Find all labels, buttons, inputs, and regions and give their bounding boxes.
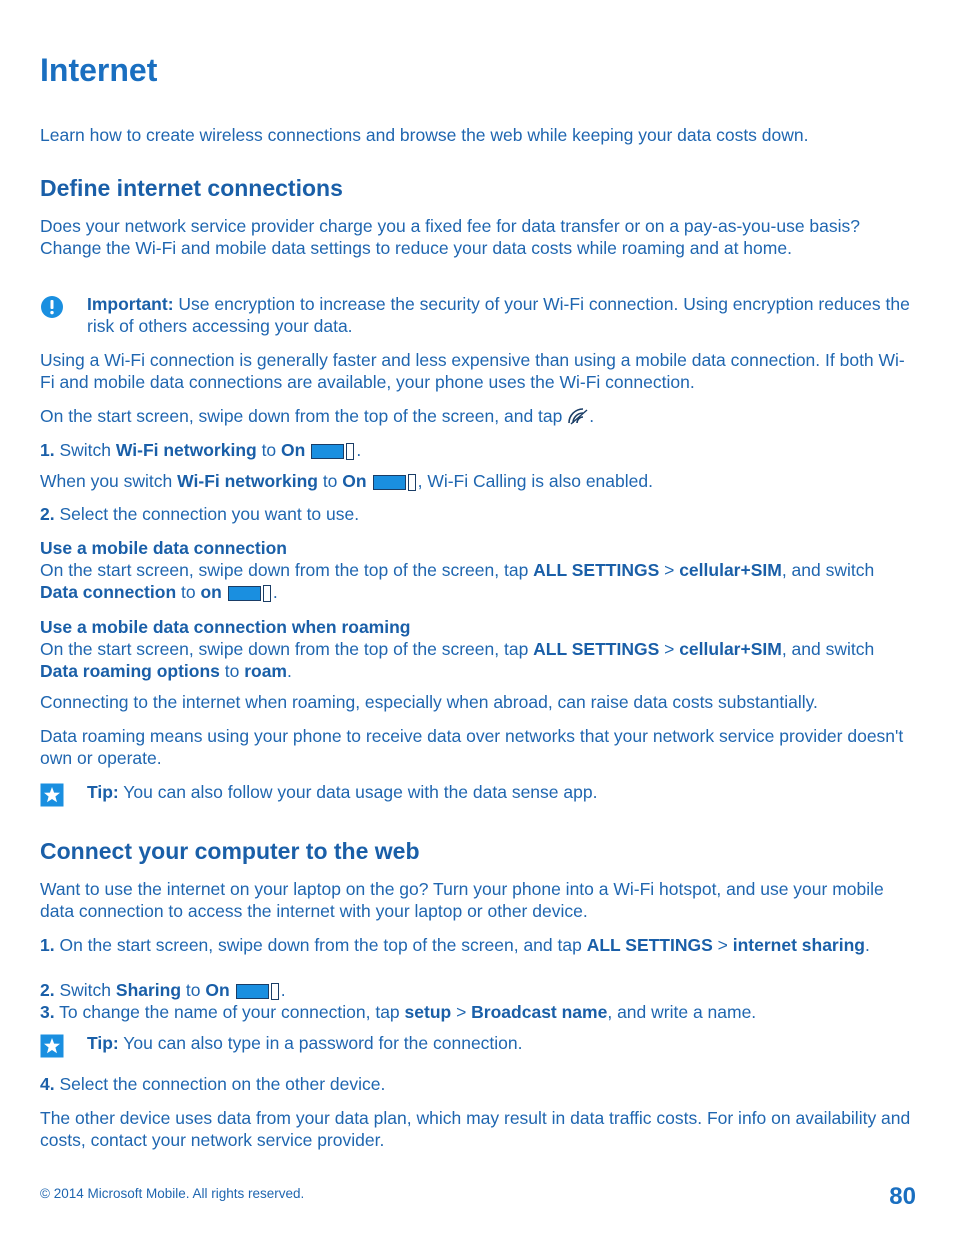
toggle-on-icon xyxy=(228,586,272,601)
page-title: Internet xyxy=(40,52,158,88)
wifi-icon xyxy=(567,407,589,425)
step-text: , and write a name. xyxy=(607,1002,757,1022)
step-text: . xyxy=(356,440,362,460)
tip-text: You can also type in a password for the connection. xyxy=(118,1033,523,1053)
tip-label: Tip: xyxy=(87,782,119,802)
step-2-sharing xyxy=(40,979,916,1001)
important-note xyxy=(87,293,916,337)
intro-text: Learn how to create wireless connections and browse the web while keeping your data costs down. xyxy=(40,125,809,145)
note-text: , Wi-Fi Calling is also enabled. xyxy=(417,471,653,491)
tip-data-sense xyxy=(87,781,916,803)
instr-text: > xyxy=(659,639,680,659)
copyright: © 2014 Microsoft Mobile. All rights reserved. xyxy=(40,1186,305,1201)
data-plan-paragraph: The other device uses data from your data plan, which may result in data traffic costs. For info on availability and costs, contact your network service provider. xyxy=(40,1108,911,1150)
section-heading-define: Define internet connections xyxy=(40,175,343,201)
tip-label: Tip: xyxy=(87,1033,119,1053)
internet-sharing-label: internet sharing xyxy=(732,935,865,955)
tip-password xyxy=(87,1032,916,1054)
cellular-sim-label: cellular+SIM xyxy=(679,560,782,580)
important-label: Important: xyxy=(87,294,174,314)
setup-label: setup xyxy=(404,1002,452,1022)
wifi-paragraph: Using a Wi-Fi connection is generally faster and less expensive than using a mobile data connection. If both Wi-Fi and mobile data connections are available, your phone uses the Wi-Fi connection. xyxy=(40,350,905,392)
step-number: 1. xyxy=(40,440,55,460)
all-settings-label: ALL SETTINGS xyxy=(586,935,713,955)
note-text: When you switch xyxy=(40,471,178,491)
all-settings-label: ALL SETTINGS xyxy=(533,560,660,580)
step-1-settings xyxy=(40,934,916,956)
step-text: > xyxy=(451,1002,472,1022)
subheading-mobile-data: Use a mobile data connection xyxy=(40,538,287,558)
all-settings-label: ALL SETTINGS xyxy=(533,639,660,659)
important-icon xyxy=(40,295,64,319)
step-text: Select the connection on the other device. xyxy=(54,1074,386,1094)
step-text: To change the name of your connection, tap xyxy=(54,1002,405,1022)
step-text: . xyxy=(280,980,286,1000)
wifi-networking-label: Wi-Fi networking xyxy=(115,440,257,460)
note-text: to xyxy=(317,471,343,491)
mobile-data-instructions xyxy=(40,559,916,603)
wifi-calling-note xyxy=(40,470,916,492)
swipe-text: On the start screen, swipe down from the top of the screen, and tap xyxy=(40,406,563,426)
step-4-connect xyxy=(40,1073,916,1095)
tip-text: You can also follow your data usage with the data sense app. xyxy=(118,782,598,802)
star-icon xyxy=(40,783,64,807)
subheading-roaming: Use a mobile data connection when roaming xyxy=(40,617,411,637)
roaming-cost-warning: Connecting to the internet when roaming, especially when abroad, can raise data costs substantially. xyxy=(40,692,818,712)
on-label: on xyxy=(200,582,222,602)
define-paragraph: Does your network service provider charge you a fixed fee for data transfer or on a pay-as-you-use basis? Change the Wi-Fi and mobile data settings to reduce your data costs while roaming and at home. xyxy=(40,216,860,258)
step-text: Switch xyxy=(54,440,116,460)
instr-text: . xyxy=(272,582,278,602)
broadcast-name-label: Broadcast name xyxy=(471,1002,608,1022)
step-number: 4. xyxy=(40,1074,55,1094)
hotspot-paragraph: Want to use the internet on your laptop on the go? Turn your phone into a Wi-Fi hotspot, and use your mobile data connection to access the internet with your laptop or other device. xyxy=(40,879,884,921)
instr-text: On the start screen, swipe down from the top of the screen, tap xyxy=(40,560,534,580)
step-number: 2. xyxy=(40,980,55,1000)
instr-text: to xyxy=(219,661,245,681)
on-label: On xyxy=(342,471,367,491)
wifi-networking-label: Wi-Fi networking xyxy=(177,471,318,491)
swipe-instruction: On the start screen, swipe down from the top of the screen, and tap . xyxy=(40,406,595,426)
roaming-instructions xyxy=(40,638,916,682)
step-2-select xyxy=(40,503,916,525)
on-label: On xyxy=(205,980,230,1000)
on-label: On xyxy=(281,440,306,460)
instr-text: > xyxy=(659,560,680,580)
section-heading-connect: Connect your computer to the web xyxy=(40,838,420,864)
step-text: Switch xyxy=(54,980,116,1000)
step-number: 2. xyxy=(40,504,55,524)
roaming-definition: Data roaming means using your phone to receive data over networks that your network service provider doesn't own or operate. xyxy=(40,726,904,768)
step-3-broadcast xyxy=(40,1001,916,1023)
toggle-on-icon xyxy=(236,984,280,999)
important-text: Use encryption to increase the security of your Wi-Fi connection. Using encryption reduces the risk of others accessing your data. xyxy=(87,294,910,336)
instr-text: On the start screen, swipe down from the top of the screen, tap xyxy=(40,639,534,659)
step-text: > xyxy=(712,935,733,955)
data-roaming-label: Data roaming options xyxy=(40,661,220,681)
cellular-sim-label: cellular+SIM xyxy=(679,639,782,659)
step-number: 1. xyxy=(40,935,55,955)
sharing-label: Sharing xyxy=(115,980,182,1000)
page-number: 80 xyxy=(889,1183,916,1210)
step-text: . xyxy=(864,935,870,955)
step-text: Select the connection you want to use. xyxy=(54,504,360,524)
instr-text: , and switch xyxy=(781,560,875,580)
roam-label: roam xyxy=(244,661,287,681)
data-connection-label: Data connection xyxy=(40,582,177,602)
step-text: to xyxy=(181,980,206,1000)
step-number: 3. xyxy=(40,1002,55,1022)
instr-text: , and switch xyxy=(781,639,875,659)
toggle-on-icon xyxy=(311,444,355,459)
toggle-on-icon xyxy=(373,475,417,490)
step-text: On the start screen, swipe down from the top of the screen, and tap xyxy=(54,935,587,955)
step-1-wifi xyxy=(40,439,916,461)
instr-text: . xyxy=(287,661,292,681)
instr-text: to xyxy=(176,582,201,602)
step-text: to xyxy=(256,440,282,460)
star-icon xyxy=(40,1034,64,1058)
